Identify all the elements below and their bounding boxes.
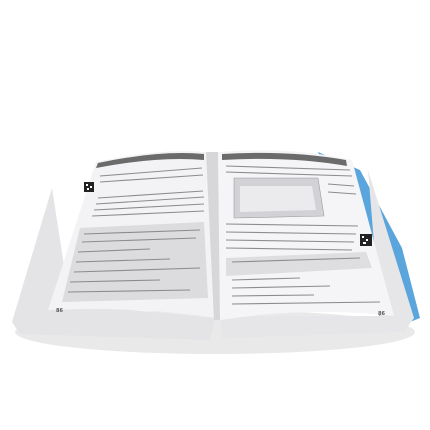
qr-code-icon	[84, 182, 94, 192]
left-page-number: 86	[56, 308, 63, 314]
right-page-number: 86	[378, 311, 385, 317]
right-figure-inner	[240, 186, 316, 212]
qr-code-icon	[360, 234, 372, 246]
